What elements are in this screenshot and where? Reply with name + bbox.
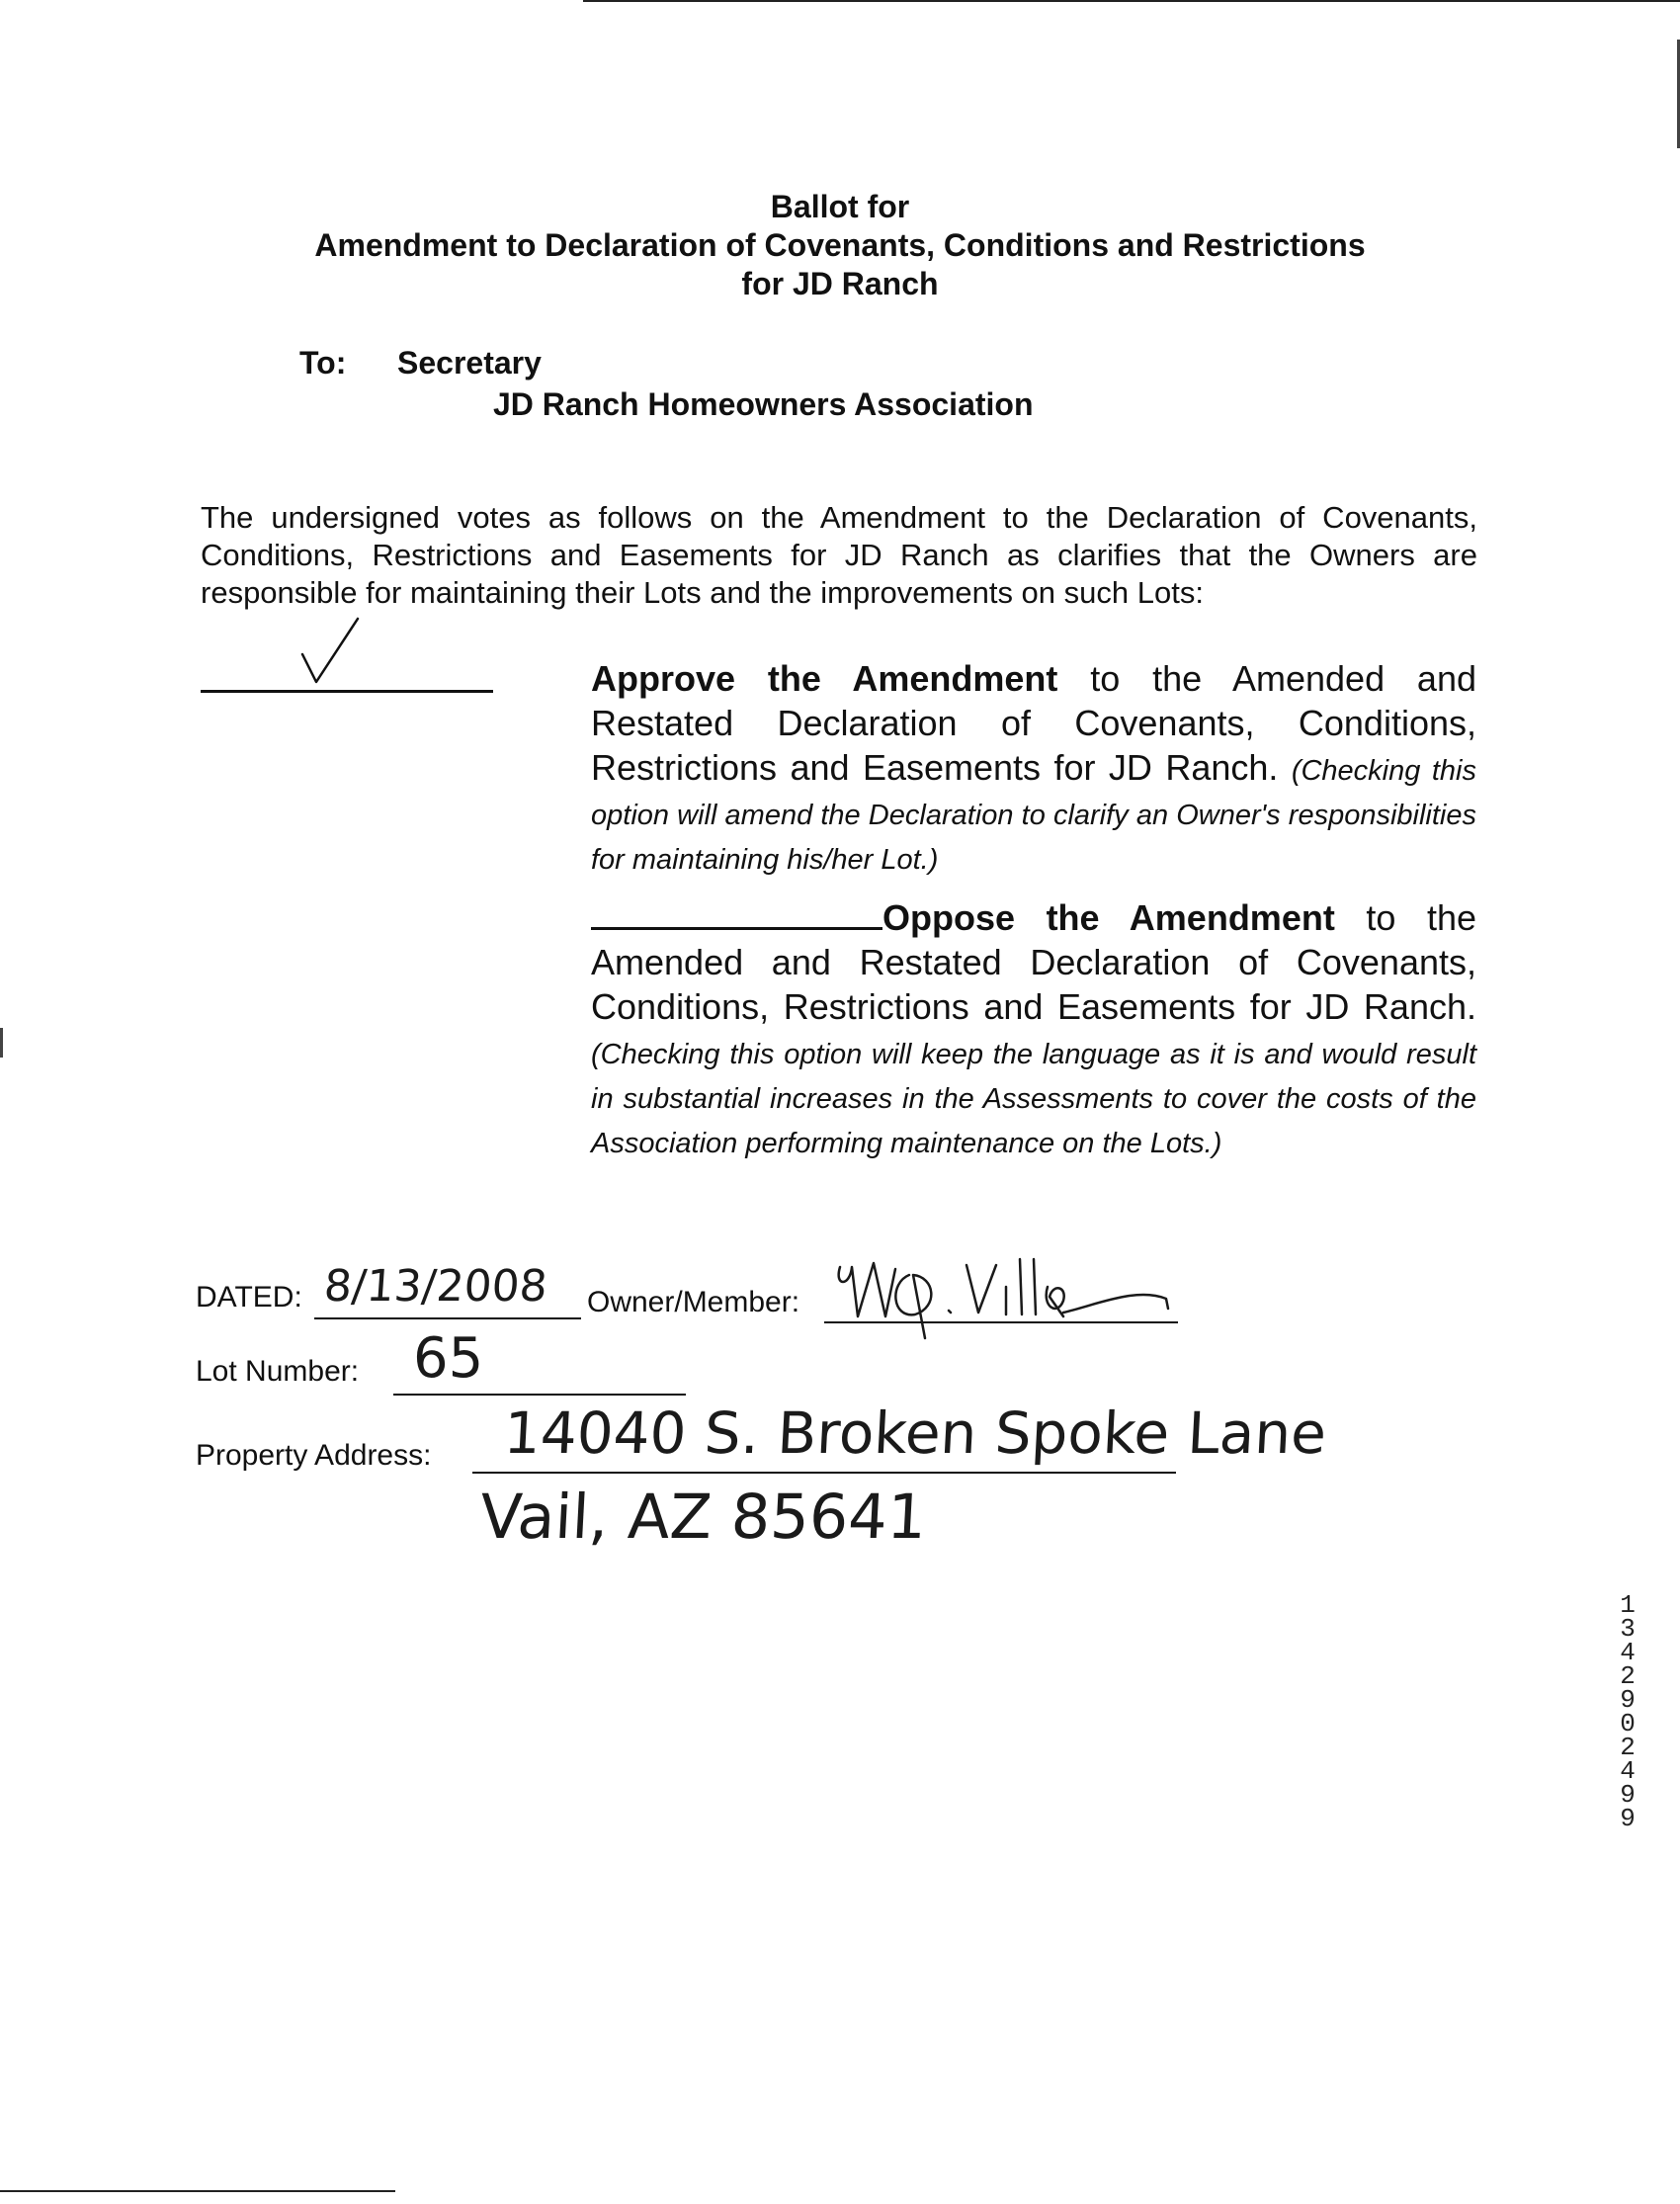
lot-number-label: Lot Number: xyxy=(196,1355,360,1388)
checkmark-icon xyxy=(296,613,376,692)
approve-lead: Approve the Amendment xyxy=(591,658,1058,699)
addressee-block xyxy=(299,342,1034,425)
property-address-line[interactable] xyxy=(472,1472,1176,1474)
oppose-body: to the Amended and Restated Declaration of Covenants, Conditions, Restrictions and Easements for JD Ranch. xyxy=(591,897,1476,1027)
scan-artifact-top xyxy=(583,0,1680,2)
property-address-line-1: 14040 S. Broken Spoke Lane xyxy=(502,1399,1328,1467)
ballot-title xyxy=(198,188,1482,303)
title-line-2: Amendment to Declaration of Covenants, Conditions and Restrictions xyxy=(314,227,1366,263)
scan-artifact-left xyxy=(0,1028,3,1058)
oppose-option xyxy=(591,895,1476,1162)
oppose-note: (Checking this option will keep the language as it is and would result in substantial increases in the Assessments to cover the costs of the Association performing maintenance on the Lots.) xyxy=(591,1039,1476,1159)
owner-signature xyxy=(830,1247,1186,1346)
oppose-checkbox-line[interactable] xyxy=(591,897,882,930)
lot-number-value: 65 xyxy=(413,1326,484,1391)
approve-option xyxy=(591,656,1476,879)
lot-number-line[interactable] xyxy=(393,1394,686,1396)
intro-paragraph: The undersigned votes as follows on the Amendment to the Declaration of Covenants, Conditions, Restrictions and Easements for JD Ranch as clarifies that the Owners are responsible for maintaining their Lots and the improvements on such Lots: xyxy=(201,500,1477,610)
oppose-lead: Oppose the Amendment xyxy=(882,897,1335,938)
owner-member-label: Owner/Member: xyxy=(587,1286,800,1318)
dated-line[interactable] xyxy=(314,1317,581,1319)
to-label: To: xyxy=(299,345,347,381)
dated-value: 8/13/2008 xyxy=(322,1261,549,1312)
dated-label: DATED: xyxy=(196,1281,302,1314)
scan-artifact-bottom xyxy=(0,2190,395,2192)
title-line-1: Ballot for xyxy=(770,189,910,224)
title-line-3: for JD Ranch xyxy=(741,266,939,301)
property-address-line-2: Vail, AZ 85641 xyxy=(478,1481,929,1553)
property-address-label: Property Address: xyxy=(196,1439,432,1472)
approve-body: to the Amended and Restated Declaration of Covenants, Conditions, Restrictions and Easements for JD Ranch. xyxy=(591,658,1476,788)
addressee-line-1: Secretary xyxy=(397,345,542,381)
approve-note: (Checking this option will amend the Declaration to clarify an Owner's responsibilities for maintaining his/her Lot.) xyxy=(591,755,1476,876)
bates-number: 13429 02499 xyxy=(1620,1590,1636,1833)
addressee-line-2: JD Ranch Homeowners Association xyxy=(493,386,1034,422)
